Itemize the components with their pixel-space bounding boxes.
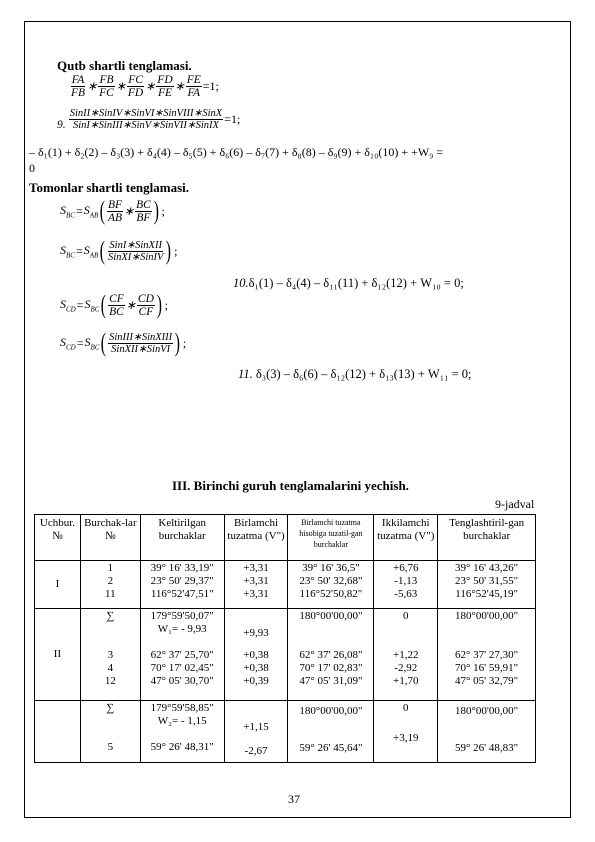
header-angle-no: Burchak-lar № (80, 515, 140, 561)
second-corrections: 0 +1,22 -2,92 +1,70 (374, 609, 438, 701)
heading-qutb: Qutb shartli tenglamasi. (57, 58, 192, 73)
first-corrections: +9,93 +0,38 +0,38 +0,39 (224, 609, 288, 701)
header-corrected-angles: Birlamchi tuzatma hisobiga tuzatil-gan burchaklar (288, 515, 374, 561)
corrected-angles: 180°00'00,00" 62° 37' 26,08" 70° 17' 02,83" 47° 05' 31,09" (288, 609, 374, 701)
second-corrections: 0 +3,19 (374, 701, 438, 763)
given-angles: 179°59'58,85" W₂= - 1,15 59° 26' 48,31" (140, 701, 224, 763)
given-angles: 39° 16' 33,19" 23° 50' 29,37" 116°52'47,51" (140, 561, 224, 609)
fraction: $\frac{FC}{FD}$ (127, 74, 144, 99)
eq-result: =1; (224, 112, 241, 126)
side-equation-3: $S_{CD}=S_{BC}$( $\frac{CF}{BC}$ ∗ $\frac{CD}{CF}$ ) ; (60, 290, 168, 319)
side-equation-4: $S_{CD}=S_{BC}$( $\frac{\text{SinIII∗SinXIII}}{\text{SinXII∗SinVI}}$ ) ; (60, 328, 187, 357)
equation-11: 11. δ₃(3) – δ₆(6) – δ₁₂(12) + δ₁₃(13) + W₁₁ = 0; (238, 367, 472, 381)
section-title: III. Birinchi guruh tenglamalarini yechish. (172, 478, 409, 493)
final-angles: 180°00'00,00" 62° 37' 27,30" 70° 16' 59,91" 47° 05' 32,79" (438, 609, 536, 701)
results-table (34, 514, 536, 763)
qutb-equation-2 (57, 108, 241, 131)
angle-numbers: 1 2 11 (80, 561, 140, 609)
header-first-correction: Birlamchi tuzatma (V") (224, 515, 288, 561)
eq-label: 9. (57, 119, 66, 131)
final-angles: 180°00'00,00" 59° 26' 48,83" (438, 701, 536, 763)
table-header-row (35, 515, 536, 561)
qutb-equation-1: $\frac{FA}{FB}$ ∗ $\frac{FB}{FC}$ ∗ $\frac{FC}{FD}$ ∗ $\frac{FD}{FE}$ ∗ $\frac{FE}{FA}$ =1; (71, 74, 219, 99)
header-given-angles: Keltirilgan burchaklar (140, 515, 224, 561)
triangle-no (35, 701, 81, 763)
angle-numbers: ∑ 5 (80, 701, 140, 763)
first-corrections: +1,15 -2,67 (224, 701, 288, 763)
fraction: $\frac{FA}{FB}$ (71, 74, 86, 99)
fraction-numerator: SinII∗SinIV∗SinVI∗SinVIII∗SinX (69, 108, 223, 119)
fraction: $\frac{FD}{FE}$ (157, 74, 173, 99)
corrected-angles: 180°00'00,00" 59° 26' 45,64" (288, 701, 374, 763)
equation-10: 10.δ₁(1) – δ₄(4) – δ₁₁(11) + δ₁₂(12) + W₁₀ = 0; (233, 276, 464, 290)
side-equation-2: $S_{BC}=S_{AB}$( $\frac{\text{SinI∗SinXII}}{\text{SinXI∗SinIV}}$ ) ; (60, 236, 178, 265)
table-row (35, 561, 536, 609)
fraction-denominator: SinI∗SinIII∗SinV∗SinVII∗SinIX (72, 120, 219, 131)
table-row (35, 609, 536, 701)
page-number: 37 (288, 792, 300, 806)
eq-result: =1; (202, 79, 219, 93)
fraction: $\frac{FE}{FA}$ (186, 74, 201, 99)
table-label: 9-jadval (495, 497, 535, 511)
side-equation-1: $S_{BC}=S_{AB}$( $\frac{BF}{AB}$ ∗ $\frac{BC}{BF}$ ) ; (60, 196, 165, 225)
fraction: $\frac{FB}{FC}$ (99, 74, 114, 99)
triangle-no: I (35, 561, 81, 609)
angle-numbers: ∑ 3 4 12 (80, 609, 140, 701)
header-triangle: Uchbur. № (35, 515, 81, 561)
heading-tomon: Tomonlar shartli tenglamasi. (29, 180, 189, 195)
side-lhs: $S_{BC}$ (60, 202, 75, 220)
header-second-correction: Ikkilamchi tuzatma (V") (374, 515, 438, 561)
side-rhs: $S_{AB}$ (83, 202, 99, 220)
final-angles: 39° 16' 43,26" 23° 50' 31,55" 116°52'45,19" (438, 561, 536, 609)
header-final-angles: Tenglashtiril-gan burchaklar (438, 515, 536, 561)
linear-equation-9-end: 0 (29, 161, 35, 175)
second-corrections: +6,76 -1,13 -5,63 (374, 561, 438, 609)
table-row (35, 701, 536, 763)
first-corrections: +3,31 +3,31 +3,31 (224, 561, 288, 609)
given-angles: 179°59'50,07" W₁= - 9,93 62° 37' 25,70" 70° 17' 02,45" 47° 05' 30,70" (140, 609, 224, 701)
linear-equation-9: – δ₁(1) + δ₂(2) – δ₃(3) + δ₄(4) – δ₅(5) + δ₆(6) – δ₇(7) + δ₈(8) – δ₉(9) + δ₁₀(10) + +W₉ = (29, 145, 444, 159)
triangle-no: II (35, 609, 81, 701)
corrected-angles: 39° 16' 36,5" 23° 50' 32,68" 116°52'50,82" (288, 561, 374, 609)
